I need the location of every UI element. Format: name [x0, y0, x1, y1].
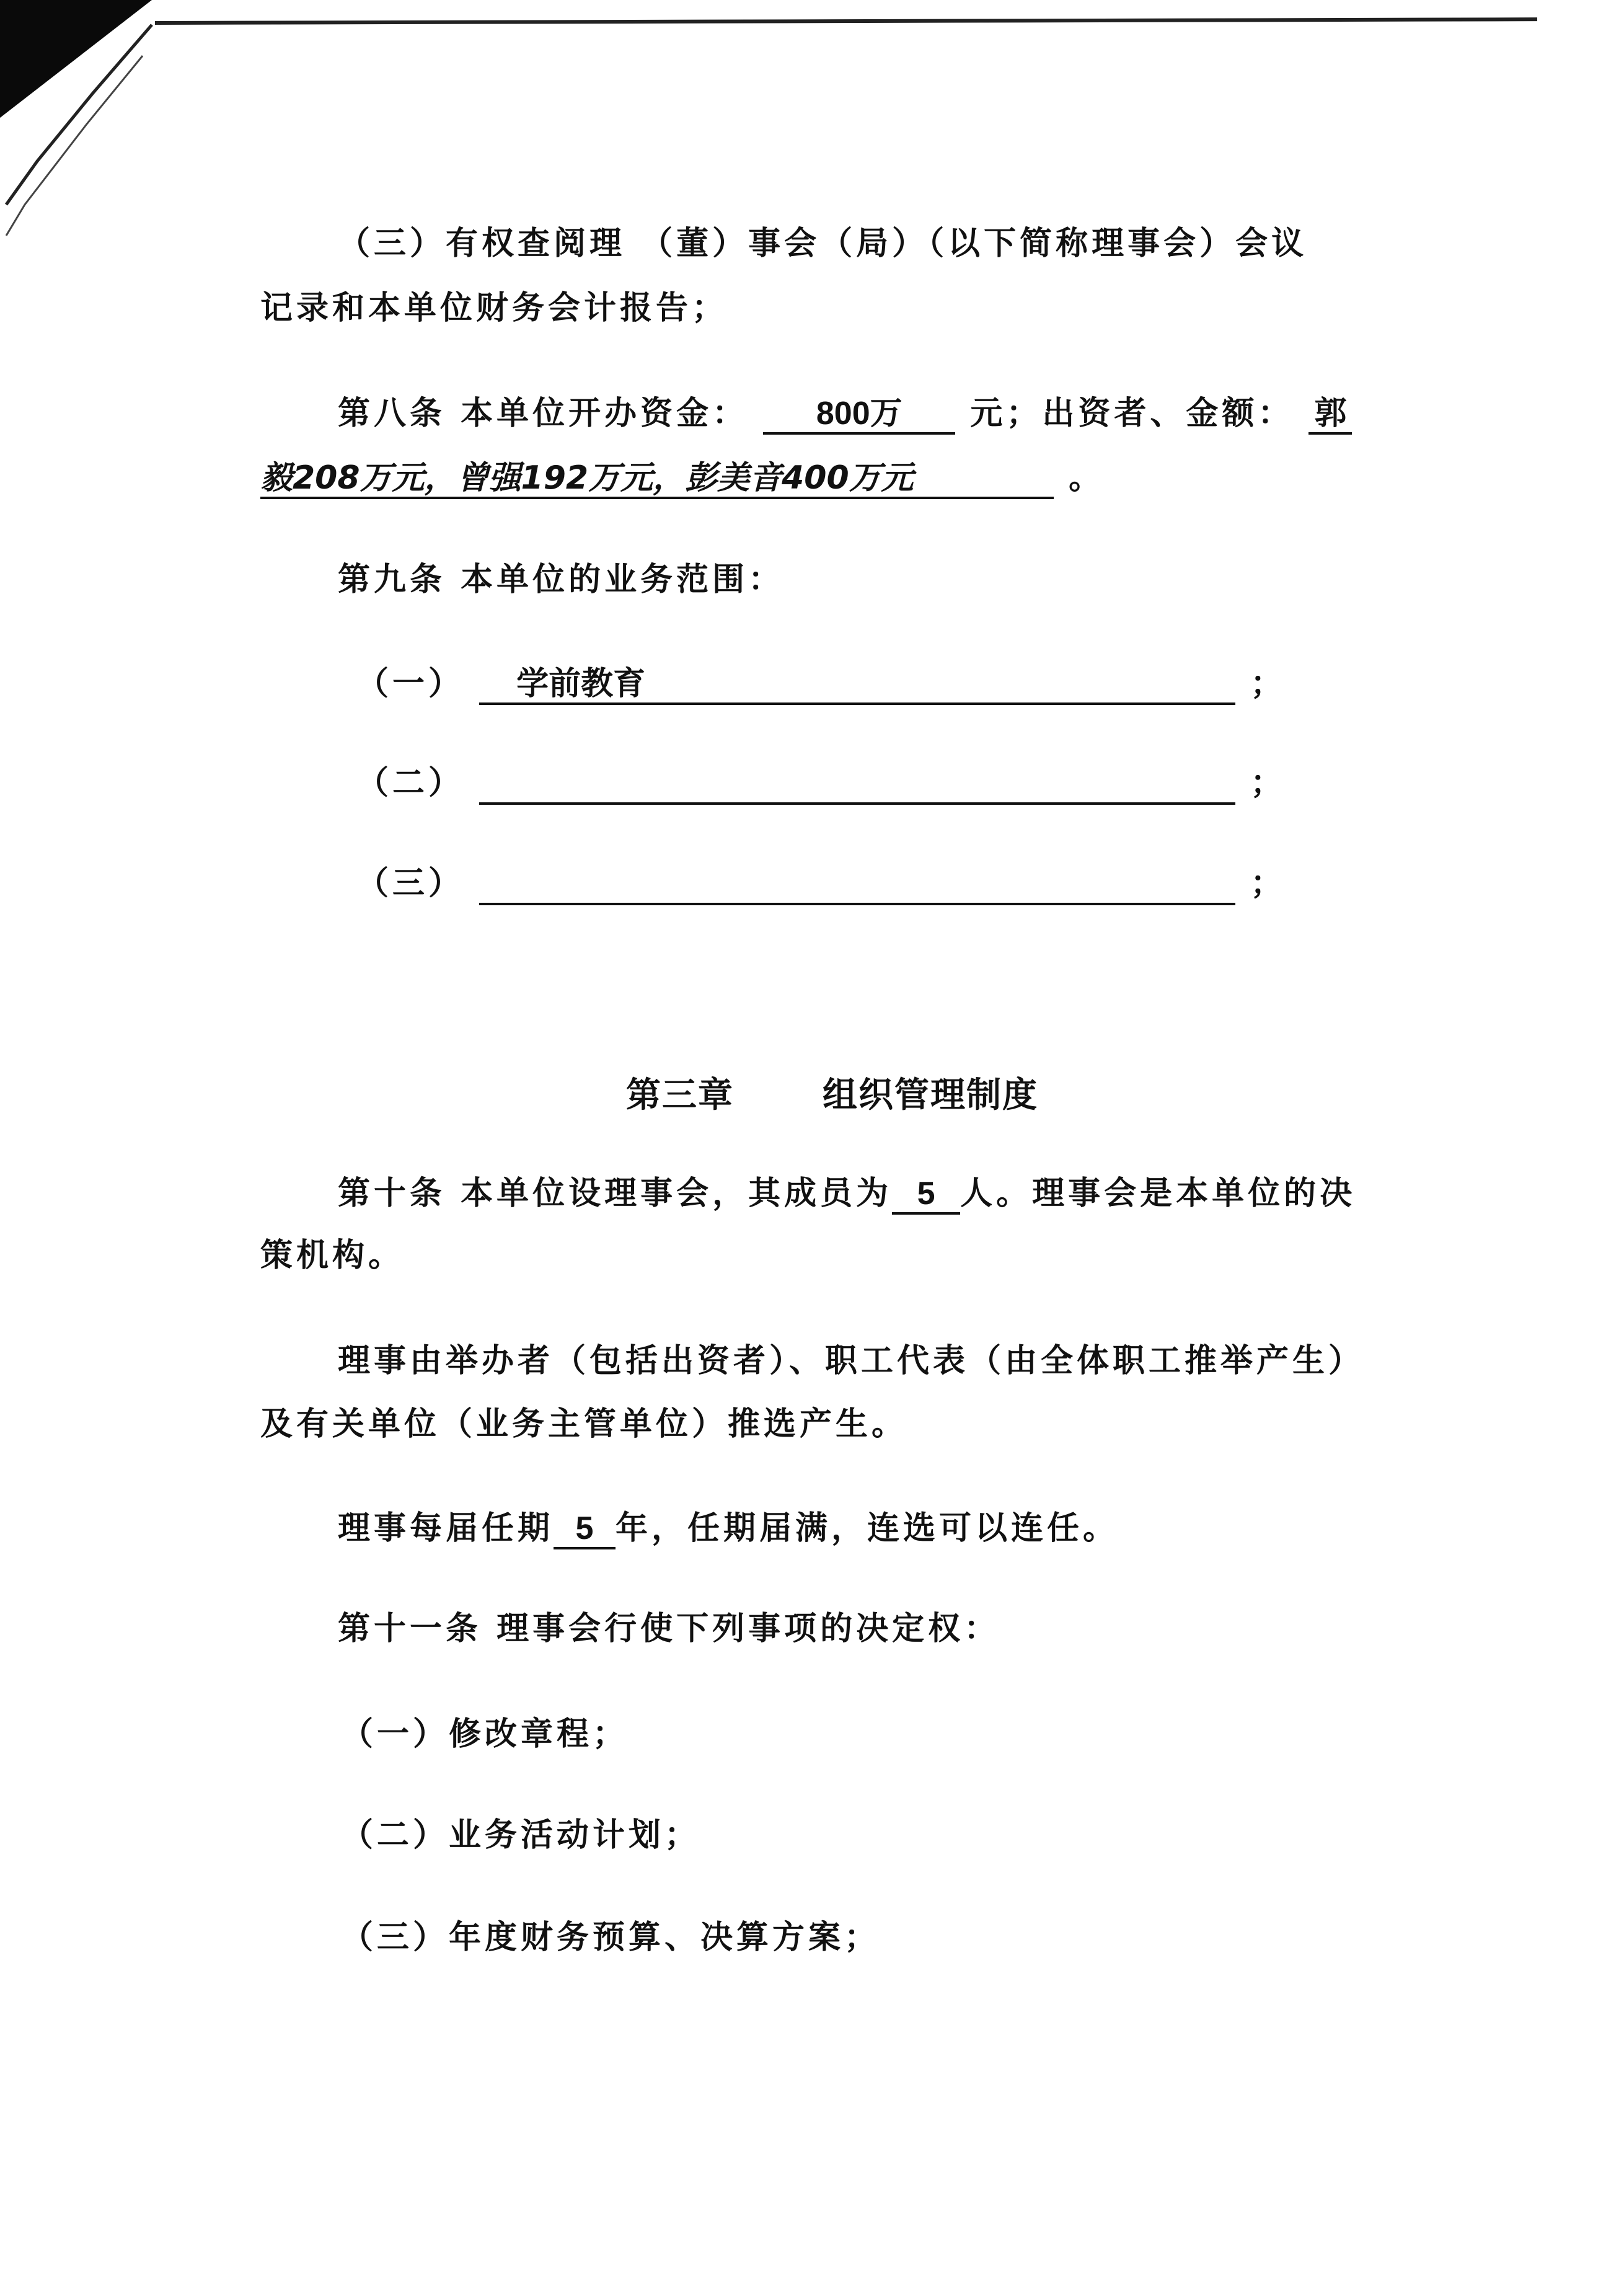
article-11-text: 理事会行使下列事项的决定权： — [496, 1610, 1000, 1647]
article-10-text-b: 人。理事会是本单位的决 — [960, 1174, 1356, 1212]
chapter-heading — [626, 1068, 1038, 1117]
scope-item-2-blank — [479, 766, 1235, 805]
directors-line2: 及有关单位（业务主管单位）推选产生。 — [260, 1405, 908, 1443]
article-8-line2 — [260, 456, 1105, 500]
article-8-mid: 元；出资者、金额： — [970, 394, 1294, 432]
article-9-prefix: 第九条 — [338, 561, 446, 598]
power-item-3: （三）年度财务预算、决算方案； — [341, 1918, 881, 1956]
scope-item-1-end: ； — [1250, 665, 1287, 702]
scope-item-1 — [356, 662, 1286, 706]
article-9-text: 本单位的业务范围： — [461, 561, 785, 598]
chapter-title: 组织管理制度 — [823, 1075, 1038, 1115]
article-10-line2: 策机构。 — [260, 1236, 405, 1274]
scope-item-3-label: （三） — [356, 864, 465, 902]
article-8-line1 — [338, 392, 1352, 435]
article-9 — [338, 558, 784, 601]
scope-item-3-blank — [479, 867, 1235, 905]
article-11-prefix: 第十一条 — [338, 1610, 482, 1647]
term-paragraph — [338, 1507, 1119, 1550]
scope-item-1-label: （一） — [356, 665, 465, 702]
article-8-amount: 800万 — [763, 395, 955, 435]
article-10-line1 — [338, 1172, 1356, 1215]
article-8-first-investor-part: 郭 — [1308, 395, 1352, 435]
article-10-prefix: 第十条 — [338, 1174, 446, 1212]
term-text-b: 年，任期届满，连选可以连任。 — [616, 1509, 1119, 1547]
article-10-members: 5 — [892, 1175, 960, 1215]
article-11 — [338, 1607, 1000, 1651]
power-item-2: （二）业务活动计划； — [341, 1816, 701, 1854]
article-8-text: 本单位开办资金： — [461, 394, 749, 432]
term-text-a: 理事每届任期 — [338, 1509, 554, 1547]
p1-line1: （三）有权查阅理 （董）事会（局）（以下简称理事会）会议 — [338, 224, 1308, 262]
article-10-text-a: 本单位设理事会，其成员为 — [461, 1174, 893, 1212]
scan-corner-fold — [0, 0, 198, 273]
chapter-number: 第三章 — [626, 1075, 734, 1115]
scope-item-2-end: ； — [1250, 764, 1287, 802]
scope-item-1-value: 学前教育 — [479, 665, 1235, 705]
scope-item-2 — [356, 761, 1286, 805]
directors-line1: 理事由举办者（包括出资者）、职工代表（由全体职工推举产生） — [338, 1342, 1365, 1380]
scope-item-3-end: ； — [1250, 864, 1287, 902]
power-item-1: （一）修改章程； — [341, 1715, 629, 1753]
term-years: 5 — [554, 1510, 616, 1549]
article-8-investors: 毅208万元，曾强192万元，彭美音400万元 — [260, 459, 1054, 499]
scope-item-3 — [356, 862, 1286, 905]
scope-item-2-label: （二） — [356, 764, 465, 802]
article-8-prefix: 第八条 — [338, 394, 446, 432]
p1-line2: 记录和本单位财务会计报告； — [260, 289, 728, 327]
scan-top-edge — [155, 17, 1537, 25]
article-8-end: 。 — [1069, 459, 1105, 497]
